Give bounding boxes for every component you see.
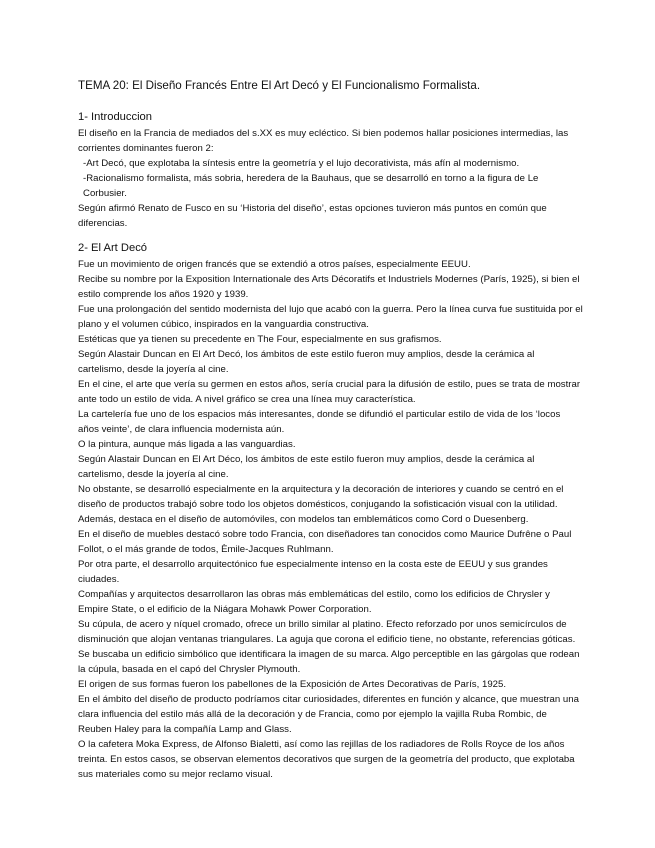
paragraph: O la cafetera Moka Express, de Alfonso Bialetti, así como las rejillas de los radiadores de Rolls Royce de los años treinta. En estos casos, se observan elementos decorativos que surgen de la geometría del producto, que explotaba sus materiales como su mejor reclamo visual. bbox=[78, 739, 575, 780]
bullet-item: -Art Decó, que explotaba la síntesis entre la geometría y el lujo decorativista, más afín al modernismo. bbox=[83, 158, 520, 169]
paragraph: El diseño en la Francia de mediados del s.XX es muy ecléctico. Si bien podemos hallar posiciones intermedias, las corrientes dominantes fueron 2: bbox=[78, 128, 569, 154]
section-introduccion bbox=[78, 110, 583, 231]
paragraph: Estéticas que ya tienen su precedente en The Four, especialmente en sus grafismos. bbox=[78, 334, 442, 345]
section-heading: 2- El Art Decó bbox=[78, 242, 148, 254]
section-heading: 1- Introduccion bbox=[78, 111, 153, 123]
paragraph: Fue un movimiento de origen francés que se extendió a otros países, especialmente EEUU. bbox=[78, 259, 471, 270]
paragraph: Según afirmó Renato de Fusco en su ‘Historia del diseño’, estas opciones tuvieron más puntos en común que diferencias. bbox=[78, 203, 547, 229]
paragraph: El origen de sus formas fueron los pabellones de la Exposición de Artes Decorativas de París, 1925. bbox=[78, 679, 507, 690]
paragraph: Compañías y arquitectos desarrollaron las obras más emblemáticas del estilo, como los edificios de Chrysler y Empire State, o el edificio de la Niágara Mohawk Power Corporation. bbox=[78, 589, 550, 615]
paragraph: Según Alastair Duncan en El Art Déco, los ámbitos de este estilo fueron muy amplios, desde la cerámica al cartelismo, desde la joyería al cine. bbox=[78, 454, 535, 480]
paragraph: En el cine, el arte que vería su germen en estos años, sería crucial para la difusión de estilo, pues se trata de mostrar ante todo un estilo de vida. A nivel gráfico se crea una línea muy característica. bbox=[78, 379, 581, 405]
section-art-deco bbox=[78, 241, 583, 782]
paragraph: Por otra parte, el desarrollo arquitectónico fue especialmente intenso en la costa este de EEUU y sus grandes ciudades. bbox=[78, 559, 548, 585]
paragraph: En el diseño de muebles destacó sobre todo Francia, con diseñadores tan conocidos como Maurice Dufrêne o Paul Follot, o el más grande de todos, Èmile-Jacques Ruhlmann. bbox=[78, 529, 572, 555]
paragraph: No obstante, se desarrolló especialmente en la arquitectura y la decoración de interiores y cuando se centró en el diseño de productos trabajó sobre todo los objetos domésticos, conjugando la sofisticación visual con la utilidad. bbox=[78, 484, 564, 510]
paragraph: La cartelería fue uno de los espacios más interesantes, donde se difundió el particular estilo de vida de los ‘locos años veinte’, de clara influencia modernista aún. bbox=[78, 409, 561, 435]
paragraph: Se buscaba un edificio simbólico que identificara la imagen de su marca. Algo perceptible en las gárgolas que rodean la cúpula, basada en el capó del Chrysler Plymouth. bbox=[78, 649, 580, 675]
paragraph: Recibe su nombre por la Exposition Internationale des Arts Décoratifs et Industriels Modernes (París, 1925), si bien el estilo comprende los años 1920 y 1939. bbox=[78, 274, 580, 300]
paragraph: Su cúpula, de acero y níquel cromado, ofrece un brillo similar al platino. Efecto reforzado por unos semicírculos de disminución que alojan ventanas triangulares. La aguja que corona el edificio tiene, no obstante, referencias góticas. bbox=[78, 619, 576, 645]
paragraph: Fue una prolongación del sentido modernista del lujo que acabó con la guerra. Pero la línea curva fue sustituida por el plano y el volumen cúbico, inspirados en la vanguardia constructiva. bbox=[78, 304, 583, 330]
bullet-item: -Racionalismo formalista, más sobria, heredera de la Bauhaus, que se desarrolló en torno a la figura de Le Corbusier. bbox=[83, 173, 539, 199]
paragraph: En el ámbito del diseño de producto podríamos citar curiosidades, diferentes en función y alcance, que muestran una clara influencia del estilo más allá de la decoración y de Francia, como por ejemplo la vajilla Ruba Rombic, de Reuben Haley para la compañía Lamp and Glass. bbox=[78, 694, 579, 735]
paragraph: Además, destaca en el diseño de automóviles, con modelos tan emblemáticos como Cord o Duesenberg. bbox=[78, 514, 529, 525]
document-page bbox=[78, 78, 583, 792]
document-title: TEMA 20: El Diseño Francés Entre El Art Decó y El Funcionalismo Formalista. bbox=[78, 79, 481, 92]
paragraph: O la pintura, aunque más ligada a las vanguardias. bbox=[78, 439, 296, 450]
paragraph: Según Alastair Duncan en El Art Decó, los ámbitos de este estilo fueron muy amplios, desde la cerámica al cartelismo, desde la joyería al cine. bbox=[78, 349, 535, 375]
